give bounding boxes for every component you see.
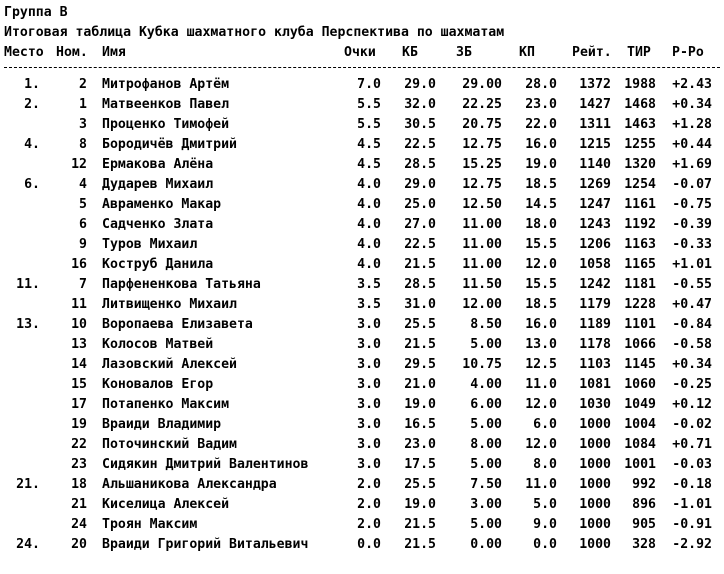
table-row [4, 435, 720, 455]
cell-num: 15 [71, 377, 87, 392]
cell-num: 9 [79, 237, 87, 252]
cell-points: 3.0 [357, 317, 381, 332]
cell-rro: -0.84 [672, 317, 712, 332]
cell-tir: 1101 [624, 317, 656, 332]
cell-zb: 15.25 [462, 157, 502, 172]
cell-kp: 19.0 [525, 157, 557, 172]
cell-tir: 1165 [624, 257, 656, 272]
cell-rating: 1178 [579, 337, 611, 352]
table-row [4, 335, 720, 355]
cell-zb: 11.50 [462, 277, 502, 292]
table-row [4, 375, 720, 395]
table-header [4, 43, 720, 63]
cell-rro: +1.01 [672, 257, 712, 272]
table-row [4, 175, 720, 195]
cell-rating: 1000 [579, 457, 611, 472]
cell-zb: 5.00 [470, 417, 502, 432]
cell-points: 3.0 [357, 337, 381, 352]
cell-points: 3.0 [357, 417, 381, 432]
cell-zb: 7.50 [470, 477, 502, 492]
cell-kb: 21.5 [404, 337, 436, 352]
cell-name: Садченко Злата [102, 217, 214, 232]
cell-rating: 1000 [579, 497, 611, 512]
header-num: Ном. [56, 45, 88, 60]
cell-name: Парфененкова Татьяна [102, 277, 261, 292]
cell-rating: 1103 [579, 357, 611, 372]
cell-tir: 1181 [624, 277, 656, 292]
cell-rating: 1189 [579, 317, 611, 332]
cell-kb: 21.0 [404, 377, 436, 392]
cell-kb: 25.5 [404, 477, 436, 492]
cell-place: 2. [24, 97, 40, 112]
cell-points: 3.5 [357, 297, 381, 312]
header-rating: Рейт. [572, 45, 612, 60]
cell-kp: 18.0 [525, 217, 557, 232]
cell-points: 4.0 [357, 197, 381, 212]
cell-points: 2.0 [357, 497, 381, 512]
cell-name: Туров Михаил [102, 237, 198, 252]
cell-points: 2.0 [357, 517, 381, 532]
header-kb: КБ [402, 45, 418, 60]
cell-place: 4. [24, 137, 40, 152]
cell-kp: 28.0 [525, 77, 557, 92]
cell-kp: 15.5 [525, 277, 557, 292]
cell-kb: 21.5 [404, 517, 436, 532]
cell-rro: +0.47 [672, 297, 712, 312]
cell-tir: 1066 [624, 337, 656, 352]
cell-num: 13 [71, 337, 87, 352]
header-name: Имя [102, 45, 126, 60]
cell-kp: 23.0 [525, 97, 557, 112]
cell-kp: 18.5 [525, 297, 557, 312]
cell-kb: 28.5 [404, 277, 436, 292]
table-row [4, 315, 720, 335]
header-zb: ЗБ [456, 45, 472, 60]
cell-rro: +1.28 [672, 117, 712, 132]
cell-points: 0.0 [357, 537, 381, 552]
cell-rro: -0.58 [672, 337, 712, 352]
cell-name: Дударев Михаил [102, 177, 214, 192]
cell-rro: -0.03 [672, 457, 712, 472]
cell-zb: 12.00 [462, 297, 502, 312]
cell-num: 17 [71, 397, 87, 412]
cell-num: 12 [71, 157, 87, 172]
cell-rro: +0.71 [672, 437, 712, 452]
cell-zb: 11.00 [462, 237, 502, 252]
cell-name: Бородичёв Дмитрий [102, 137, 237, 152]
table-row [4, 95, 720, 115]
cell-rro: +0.34 [672, 97, 712, 112]
cell-points: 5.5 [357, 117, 381, 132]
cell-rro: -2.92 [672, 537, 712, 552]
cell-name: Лазовский Алексей [102, 357, 237, 372]
cell-num: 23 [71, 457, 87, 472]
cell-name: Потапенко Максим [102, 397, 230, 412]
cell-points: 3.0 [357, 397, 381, 412]
cell-name: Колосов Матвей [102, 337, 214, 352]
table-row [4, 515, 720, 535]
cell-zb: 12.75 [462, 177, 502, 192]
cell-num: 6 [79, 217, 87, 232]
cell-place: 24. [16, 537, 40, 552]
cell-zb: 4.00 [470, 377, 502, 392]
cell-rro: -0.91 [672, 517, 712, 532]
cell-kb: 17.5 [404, 457, 436, 472]
cell-rro: -0.18 [672, 477, 712, 492]
cell-name: Литвищенко Михаил [102, 297, 237, 312]
cell-rro: +0.44 [672, 137, 712, 152]
cell-kp: 11.0 [525, 377, 557, 392]
cell-zb: 11.00 [462, 257, 502, 272]
cell-rating: 1372 [579, 77, 611, 92]
cell-tir: 1084 [624, 437, 656, 452]
cell-place: 11. [16, 277, 40, 292]
cell-name: Враиди Григорий Витальевич [102, 537, 309, 552]
cell-kb: 25.0 [404, 197, 436, 212]
cell-rating: 1269 [579, 177, 611, 192]
cell-points: 5.5 [357, 97, 381, 112]
cell-kp: 11.0 [525, 477, 557, 492]
cell-name: Ермакова Алёна [102, 157, 214, 172]
cell-rating: 1030 [579, 397, 611, 412]
cell-tir: 1254 [624, 177, 656, 192]
cell-zb: 5.00 [470, 337, 502, 352]
cell-points: 4.5 [357, 157, 381, 172]
cell-kp: 12.0 [525, 257, 557, 272]
cell-kb: 19.0 [404, 497, 436, 512]
cell-num: 3 [79, 117, 87, 132]
cell-zb: 0.00 [470, 537, 502, 552]
cell-rro: -1.01 [672, 497, 712, 512]
cell-num: 10 [71, 317, 87, 332]
cell-rro: +0.34 [672, 357, 712, 372]
cell-points: 3.5 [357, 277, 381, 292]
cell-points: 7.0 [357, 77, 381, 92]
cell-zb: 6.00 [470, 397, 502, 412]
cell-rating: 1242 [579, 277, 611, 292]
cell-rro: +2.43 [672, 77, 712, 92]
cell-rating: 1311 [579, 117, 611, 132]
cell-name: Матвеенков Павел [102, 97, 230, 112]
cell-points: 3.0 [357, 457, 381, 472]
cell-name: Поточинский Вадим [102, 437, 237, 452]
cell-kb: 29.0 [404, 177, 436, 192]
cell-num: 5 [79, 197, 87, 212]
cell-tir: 1163 [624, 237, 656, 252]
cell-num: 18 [71, 477, 87, 492]
cell-kb: 28.5 [404, 157, 436, 172]
cell-rro: -0.25 [672, 377, 712, 392]
cell-rating: 1000 [579, 417, 611, 432]
table-title: Итоговая таблица Кубка шахматного клуба Перспектива по шахматам [4, 25, 505, 40]
table-row [4, 255, 720, 275]
cell-tir: 1228 [624, 297, 656, 312]
cell-tir: 1468 [624, 97, 656, 112]
cell-kp: 22.0 [525, 117, 557, 132]
cell-zb: 8.50 [470, 317, 502, 332]
cell-rating: 1206 [579, 237, 611, 252]
cell-place: 21. [16, 477, 40, 492]
cell-num: 22 [71, 437, 87, 452]
header-divider [4, 63, 720, 75]
cell-tir: 328 [632, 537, 656, 552]
table-row [4, 415, 720, 435]
cell-tir: 1060 [624, 377, 656, 392]
table-row [4, 495, 720, 515]
cell-num: 19 [71, 417, 87, 432]
cell-rating: 1000 [579, 537, 611, 552]
cell-tir: 1255 [624, 137, 656, 152]
cell-kb: 31.0 [404, 297, 436, 312]
cell-rating: 1000 [579, 477, 611, 492]
cell-zb: 5.00 [470, 517, 502, 532]
cell-tir: 1001 [624, 457, 656, 472]
cell-num: 4 [79, 177, 87, 192]
dashed-rule [4, 67, 720, 68]
cell-name: Коструб Данила [102, 257, 214, 272]
cell-points: 3.0 [357, 437, 381, 452]
cell-rating: 1243 [579, 217, 611, 232]
cell-kb: 32.0 [404, 97, 436, 112]
cell-kb: 22.5 [404, 237, 436, 252]
standings-rows [4, 75, 720, 555]
cell-points: 4.0 [357, 237, 381, 252]
cell-rating: 1000 [579, 437, 611, 452]
cell-kp: 12.0 [525, 397, 557, 412]
cell-kb: 30.5 [404, 117, 436, 132]
cell-num: 14 [71, 357, 87, 372]
cell-place: 13. [16, 317, 40, 332]
cell-zb: 12.75 [462, 137, 502, 152]
group-title: Группа B [4, 5, 68, 20]
cell-zb: 20.75 [462, 117, 502, 132]
cell-tir: 1192 [624, 217, 656, 232]
cell-rating: 1058 [579, 257, 611, 272]
cell-kb: 29.0 [404, 77, 436, 92]
cell-rro: +0.12 [672, 397, 712, 412]
cell-rro: -0.33 [672, 237, 712, 252]
cell-kp: 8.0 [533, 457, 557, 472]
cell-kp: 12.5 [525, 357, 557, 372]
cell-kp: 12.0 [525, 437, 557, 452]
table-row [4, 115, 720, 135]
header-tir: ТИР [627, 45, 651, 60]
cell-tir: 1145 [624, 357, 656, 372]
cell-num: 7 [79, 277, 87, 292]
cell-kb: 21.5 [404, 257, 436, 272]
cell-name: Воропаева Елизавета [102, 317, 253, 332]
cell-tir: 1004 [624, 417, 656, 432]
cell-num: 11 [71, 297, 87, 312]
cell-kb: 16.5 [404, 417, 436, 432]
cell-rating: 1000 [579, 517, 611, 532]
cell-tir: 1463 [624, 117, 656, 132]
cell-zb: 5.00 [470, 457, 502, 472]
table-row [4, 455, 720, 475]
cell-zb: 8.00 [470, 437, 502, 452]
cell-rro: -0.07 [672, 177, 712, 192]
header-rro: Р-Ро [672, 45, 704, 60]
table-row [4, 295, 720, 315]
table-row [4, 155, 720, 175]
cell-tir: 1320 [624, 157, 656, 172]
table-row [4, 195, 720, 215]
cell-name: Альшаникова Александра [102, 477, 277, 492]
table-row [4, 75, 720, 95]
cell-tir: 1161 [624, 197, 656, 212]
cell-name: Сидякин Дмитрий Валентинов [102, 457, 309, 472]
cell-kp: 5.0 [533, 497, 557, 512]
cell-rating: 1215 [579, 137, 611, 152]
cell-kb: 29.5 [404, 357, 436, 372]
cell-name: Авраменко Макар [102, 197, 222, 212]
cell-kp: 0.0 [533, 537, 557, 552]
cell-name: Проценко Тимофей [102, 117, 230, 132]
table-row [4, 135, 720, 155]
cell-place: 6. [24, 177, 40, 192]
header-place: Место [4, 45, 44, 60]
cell-name: Враиди Владимир [102, 417, 222, 432]
cell-kb: 22.5 [404, 137, 436, 152]
cell-num: 1 [79, 97, 87, 112]
cell-rating: 1081 [579, 377, 611, 392]
table-row [4, 395, 720, 415]
cell-num: 21 [71, 497, 87, 512]
cell-name: Троян Максим [102, 517, 198, 532]
cell-points: 3.0 [357, 357, 381, 372]
cell-num: 8 [79, 137, 87, 152]
standings-document [4, 3, 720, 555]
table-row [4, 475, 720, 495]
cell-kp: 15.5 [525, 237, 557, 252]
cell-rro: +1.69 [672, 157, 712, 172]
cell-kp: 16.0 [525, 137, 557, 152]
cell-points: 4.0 [357, 257, 381, 272]
cell-num: 20 [71, 537, 87, 552]
cell-name: Митрофанов Артём [102, 77, 230, 92]
cell-rro: -0.02 [672, 417, 712, 432]
cell-zb: 29.00 [462, 77, 502, 92]
cell-kp: 16.0 [525, 317, 557, 332]
cell-zb: 3.00 [470, 497, 502, 512]
cell-kb: 25.5 [404, 317, 436, 332]
table-row [4, 275, 720, 295]
cell-points: 4.0 [357, 177, 381, 192]
cell-place: 1. [24, 77, 40, 92]
cell-num: 16 [71, 257, 87, 272]
cell-tir: 1988 [624, 77, 656, 92]
cell-rating: 1179 [579, 297, 611, 312]
cell-kb: 23.0 [404, 437, 436, 452]
table-row [4, 535, 720, 555]
cell-num: 24 [71, 517, 87, 532]
cell-points: 4.5 [357, 137, 381, 152]
cell-zb: 11.00 [462, 217, 502, 232]
cell-num: 2 [79, 77, 87, 92]
table-row [4, 355, 720, 375]
cell-rating: 1140 [579, 157, 611, 172]
cell-kp: 6.0 [533, 417, 557, 432]
cell-tir: 992 [632, 477, 656, 492]
header-kp: КП [519, 45, 535, 60]
cell-kp: 14.5 [525, 197, 557, 212]
cell-zb: 10.75 [462, 357, 502, 372]
cell-rro: -0.39 [672, 217, 712, 232]
cell-rro: -0.75 [672, 197, 712, 212]
cell-rro: -0.55 [672, 277, 712, 292]
cell-kp: 18.5 [525, 177, 557, 192]
cell-tir: 905 [632, 517, 656, 532]
cell-kp: 13.0 [525, 337, 557, 352]
cell-rating: 1247 [579, 197, 611, 212]
cell-points: 3.0 [357, 377, 381, 392]
cell-name: Киселица Алексей [102, 497, 230, 512]
cell-kp: 9.0 [533, 517, 557, 532]
cell-kb: 19.0 [404, 397, 436, 412]
cell-tir: 896 [632, 497, 656, 512]
cell-zb: 22.25 [462, 97, 502, 112]
cell-points: 2.0 [357, 477, 381, 492]
header-points: Очки [344, 45, 376, 60]
cell-rating: 1427 [579, 97, 611, 112]
cell-points: 4.0 [357, 217, 381, 232]
table-row [4, 235, 720, 255]
table-row [4, 215, 720, 235]
cell-name: Коновалов Егор [102, 377, 214, 392]
cell-kb: 21.5 [404, 537, 436, 552]
cell-tir: 1049 [624, 397, 656, 412]
cell-kb: 27.0 [404, 217, 436, 232]
cell-zb: 12.50 [462, 197, 502, 212]
